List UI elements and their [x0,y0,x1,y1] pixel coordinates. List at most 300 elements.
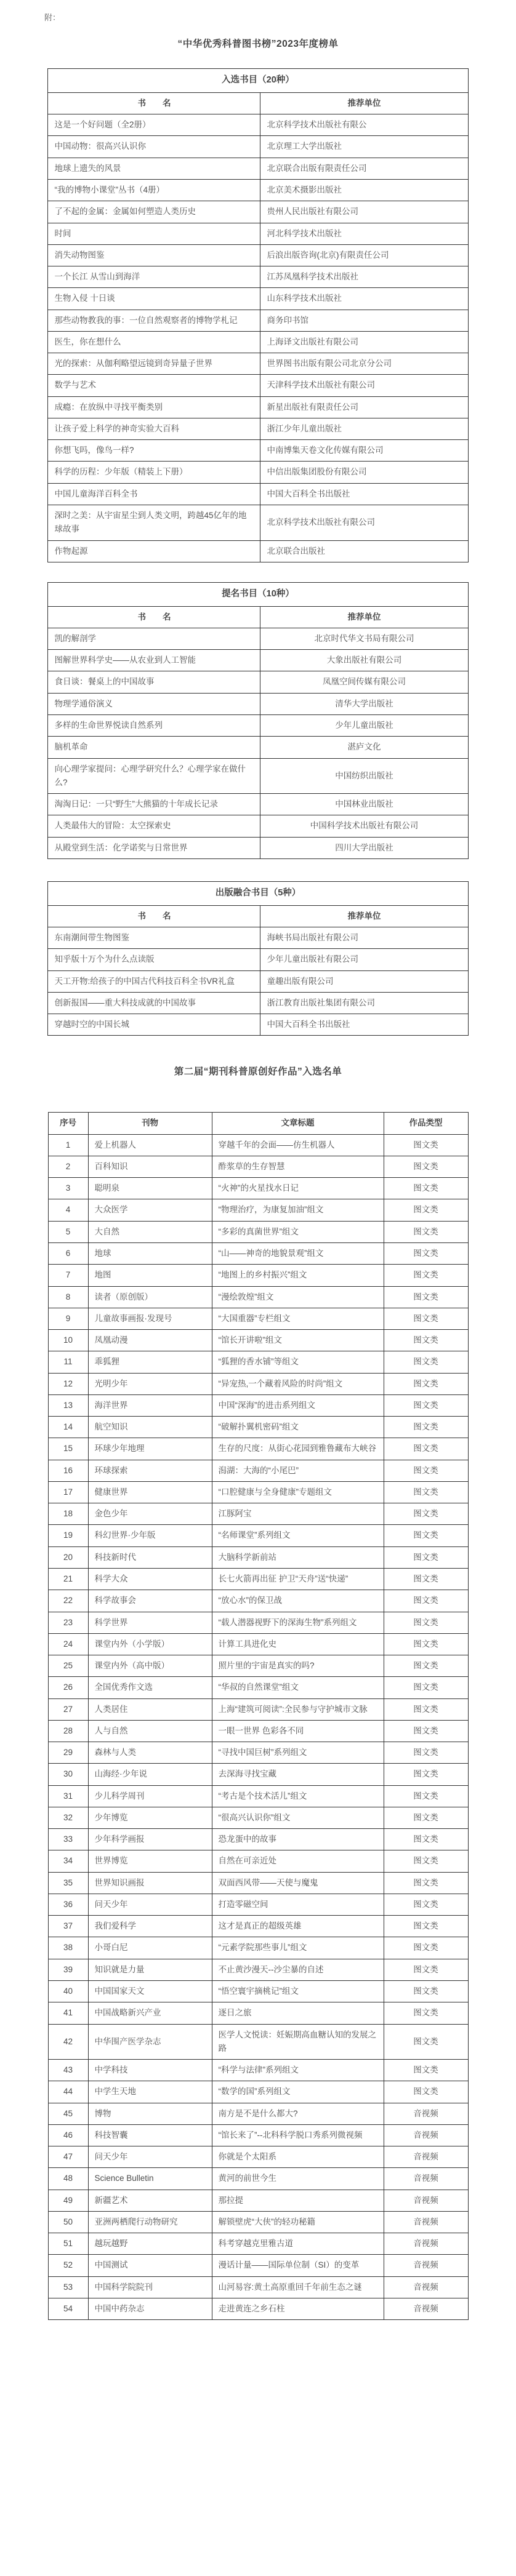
table-row [48,1373,468,1394]
journal-cell: 人类居住 [88,1698,212,1720]
journal-cell: 少年博览 [88,1807,212,1828]
article-title-cell: 江豚阿宝 [212,1503,384,1525]
column-header-row [48,606,468,628]
journal-cell: 科学大众 [88,1568,212,1590]
work-type-cell: 音视频 [384,2190,468,2211]
page-title: “中华优秀科普图书榜”2023年度榜单 [177,39,339,49]
work-type-cell: 图文类 [384,1394,468,1416]
section-title-journal-works: 第二届“期刊科普原创好作品”入选名单 [174,1066,342,1078]
article-title-cell: “漫绘敦煌”组文 [212,1286,384,1308]
book-name-cell: 从殿堂到生活：化学诺奖与日常世界 [48,837,260,858]
book-name-cell: 作物起源 [48,540,260,562]
publisher-cell: 新星出版社有限责任公司 [260,396,468,418]
article-title-cell: “悟空寰宇摘桃记”组文 [212,1981,384,2002]
table-row [48,1242,468,1264]
table-row [48,2060,468,2081]
journal-cell: 小哥白尼 [88,1937,212,1959]
book-name-cell: 了不起的金属：金属如何塑造人类历史 [48,201,260,223]
index-cell: 21 [48,1568,88,1590]
journal-cell: 科技智囊 [88,2124,212,2146]
table-row [48,179,468,201]
table-row [48,1872,468,1894]
journal-works-table [48,1112,469,2320]
journal-cell: 环球探索 [88,1460,212,1481]
journal-cell: 课堂内外（小学版） [88,1633,212,1655]
publisher-cell: 少年儿童出版社有限公司 [260,949,468,970]
table-row [48,223,468,244]
table-row [48,815,468,837]
fusion-books-table [47,881,468,1036]
journal-cell: 乖狐狸 [88,1351,212,1373]
index-cell: 36 [48,1894,88,1915]
index-cell: 7 [48,1265,88,1286]
index-cell: 30 [48,1764,88,1785]
table-row [48,1460,468,1481]
work-type-cell: 音视频 [384,2124,468,2146]
index-cell: 19 [48,1525,88,1546]
table-row [48,136,468,158]
table-row [48,1417,468,1438]
index-cell: 25 [48,1655,88,1677]
book-name-cell: 让孩子爱上科学的神奇实验大百科 [48,418,260,439]
article-title-cell: 大脑科学新前站 [212,1546,384,1568]
publisher-cell: 北京科学技术出版社有限公司 [260,505,468,540]
table-row [48,1525,468,1546]
work-type-cell: 图文类 [384,1525,468,1546]
table-title-row [48,881,468,905]
table-row [48,1742,468,1764]
table-row [48,375,468,396]
table-row [48,244,468,266]
table-row [48,2103,468,2124]
column-header-book-name: 书 名 [48,905,260,927]
table-row [48,949,468,970]
publisher-cell: 北京科学技术出版社有限公 [260,114,468,136]
article-title-cell: 去深海寻找宝藏 [212,1764,384,1785]
work-type-cell: 图文类 [384,1959,468,1980]
publisher-cell: 中国大百科全书出版社 [260,483,468,505]
work-type-cell: 图文类 [384,1503,468,1525]
work-type-cell: 图文类 [384,1156,468,1177]
article-title-cell: “放心水”的保卫战 [212,1590,384,1612]
table-row [48,2255,468,2276]
book-name-cell: 东南潮间带生物图鉴 [48,927,260,949]
work-type-cell: 音视频 [384,2233,468,2255]
table-row [48,1655,468,1677]
journal-cell: 地球 [88,1242,212,1264]
column-header-book-name: 书 名 [48,92,260,114]
journal-cell: 科幻世界·少年版 [88,1525,212,1546]
article-title-cell: 穿越千年的会面——仿生机器人 [212,1134,384,1156]
table-row [48,1568,468,1590]
index-cell: 33 [48,1829,88,1850]
work-type-cell: 图文类 [384,1481,468,1503]
table-row [48,693,468,714]
journal-cell: 中学生天地 [88,2081,212,2103]
article-title-cell: 科考穿越克里雅古道 [212,2233,384,2255]
book-name-cell: 物理学通俗演义 [48,693,260,714]
journal-cell: 光明少年 [88,1373,212,1394]
table-row [48,310,468,331]
work-type-cell: 图文类 [384,1308,468,1329]
table-row [48,288,468,310]
article-title-cell: “馆长来了”--北科科学脱口秀系列微视频 [212,2124,384,2146]
article-title-cell: “地图上的乡村振兴”组文 [212,1265,384,1286]
book-name-cell: 医生，你在想什么 [48,331,260,353]
table-row [48,331,468,353]
table-row [48,650,468,671]
table-row [48,114,468,136]
publisher-cell: 江苏凤凰科学技术出版社 [260,266,468,288]
book-name-cell: 穿越时空的中国长城 [48,1014,260,1036]
publisher-cell: 大象出版社有限公司 [260,650,468,671]
work-type-cell: 图文类 [384,1330,468,1351]
table-row [48,266,468,288]
table-row [48,1720,468,1742]
work-type-cell: 图文类 [384,2002,468,2024]
column-header-row [48,905,468,927]
index-cell: 14 [48,1417,88,1438]
work-type-cell: 图文类 [384,1633,468,1655]
book-name-cell: 多样的生命世界悦读自然系列 [48,715,260,737]
article-title-cell: 山河易容:黄土高原重回千年前生态之谜 [212,2276,384,2298]
work-type-cell: 图文类 [384,1764,468,1785]
book-name-cell: 中国动物：很高兴认识你 [48,136,260,158]
work-type-cell: 图文类 [384,1546,468,1568]
table-row [48,1351,468,1373]
article-title-cell: 逐日之旅 [212,2002,384,2024]
index-cell: 2 [48,1156,88,1177]
work-type-cell: 图文类 [384,2024,468,2060]
table-row [48,2298,468,2320]
index-cell: 44 [48,2081,88,2103]
article-title-cell: 那拉提 [212,2190,384,2211]
index-cell: 22 [48,1590,88,1612]
index-cell: 18 [48,1503,88,1525]
table-title: 出版融合书目（5种） [48,881,468,905]
book-name-cell: 生物入侵 十日谈 [48,288,260,310]
publisher-cell: 清华大学出版社 [260,693,468,714]
article-title-cell: “元素学院那些事儿”组文 [212,1937,384,1959]
journal-cell: 聪明泉 [88,1178,212,1199]
index-cell: 34 [48,1850,88,1872]
index-cell: 17 [48,1481,88,1503]
index-cell: 37 [48,1916,88,1937]
journal-cell: 全国优秀作文选 [88,1677,212,1698]
article-title-cell: 不止黄沙漫天--沙尘暴的自述 [212,1959,384,1980]
journal-cell: 人与自然 [88,1720,212,1742]
publisher-cell: 四川大学出版社 [260,837,468,858]
journal-cell: 凤凰动漫 [88,1330,212,1351]
table-row [48,353,468,375]
index-cell: 45 [48,2103,88,2124]
table-row [48,2276,468,2298]
index-cell: 12 [48,1373,88,1394]
work-type-cell: 图文类 [384,1265,468,1286]
index-cell: 27 [48,1698,88,1720]
work-type-cell: 图文类 [384,1351,468,1373]
table-row [48,158,468,179]
index-cell: 28 [48,1720,88,1742]
index-cell: 52 [48,2255,88,2276]
work-type-cell: 图文类 [384,1916,468,1937]
publisher-cell: 北京时代华文书局有限公司 [260,628,468,649]
publisher-cell: 湛庐文化 [260,737,468,758]
column-header-index: 序号 [48,1113,88,1134]
journal-cell: 金色少年 [88,1503,212,1525]
journal-cell: 大众医学 [88,1199,212,1221]
column-header-book-name: 书 名 [48,606,260,628]
table-row [48,201,468,223]
table-title-row [48,582,468,606]
table-row [48,1894,468,1915]
publisher-cell: 后浪出版咨询(北京)有限责任公司 [260,244,468,266]
book-name-cell: 地球上遗失的风景 [48,158,260,179]
publisher-cell: 上海译文出版社有限公司 [260,331,468,353]
publisher-cell: 少年儿童出版社 [260,715,468,737]
table-row [48,671,468,693]
table-row [48,1221,468,1242]
work-type-cell: 图文类 [384,1698,468,1720]
index-cell: 50 [48,2211,88,2233]
journal-cell: 新疆艺术 [88,2190,212,2211]
table-row [48,2211,468,2233]
book-name-cell: 消失动物图鉴 [48,244,260,266]
index-cell: 15 [48,1438,88,1460]
journal-cell: 儿童故事画报·发现号 [88,1308,212,1329]
publisher-cell: 山东科学技术出版社 [260,288,468,310]
journal-cell: 中国国家天文 [88,1981,212,2002]
index-cell: 24 [48,1633,88,1655]
table-row [48,1959,468,1980]
table-title: 入选书目（20种） [48,69,468,93]
work-type-cell: 图文类 [384,1199,468,1221]
index-cell: 49 [48,2190,88,2211]
index-cell: 38 [48,1937,88,1959]
book-name-cell: 这是一个好问题（全2册） [48,114,260,136]
article-title-cell: 你就是个太阳系 [212,2146,384,2168]
publisher-cell: 贵州人民出版社有限公司 [260,201,468,223]
book-name-cell: 凯的解剖学 [48,628,260,649]
book-name-cell: 科学的历程：少年版（精装上下册） [48,462,260,483]
journal-cell: 知识就是力量 [88,1959,212,1980]
index-cell: 47 [48,2146,88,2168]
article-title-cell: 双面西风带——天使与魔鬼 [212,1872,384,1894]
table-row [48,440,468,462]
journal-cell: 越玩越野 [88,2233,212,2255]
publisher-cell: 中国科学技术出版社有限公司 [260,815,468,837]
article-title-cell: “考古是个技术活儿”组文 [212,1785,384,1807]
article-title-cell: 恐龙蛋中的故事 [212,1829,384,1850]
table-row [48,927,468,949]
column-header-publisher: 推荐单位 [260,606,468,628]
table-row [48,1156,468,1177]
table-row [48,1829,468,1850]
index-cell: 10 [48,1330,88,1351]
table-row [48,2081,468,2103]
journal-cell: 读者（原创版） [88,1286,212,1308]
publisher-cell: 凤凰空间传媒有限公司 [260,671,468,693]
article-title-cell: 上海“建筑可阅读”:全民参与守护城市文脉 [212,1698,384,1720]
book-name-cell: “我的博物小课堂”丛书（4册） [48,179,260,201]
journal-cell: 少年科学画报 [88,1829,212,1850]
book-name-cell: 天工开物:给孩子的中国古代科技百科全书VR礼盒 [48,970,260,992]
book-name-cell: 光的探索：从伽利略望远镜到奇异量子世界 [48,353,260,375]
column-header-work-type: 作品类型 [384,1113,468,1134]
article-title-cell: 长七火箭再出征 护卫“天舟”送“快递” [212,1568,384,1590]
article-title-cell: 医学人文悦读：妊娠期高血糖认知的发展之路 [212,2024,384,2060]
article-title-cell: “物理治疗，为康复加油”组文 [212,1199,384,1221]
publisher-cell: 中信出版集团股份有限公司 [260,462,468,483]
index-cell: 53 [48,2276,88,2298]
work-type-cell: 图文类 [384,1850,468,1872]
table-row [48,2146,468,2168]
publisher-cell: 天津科学技术出版社有限公司 [260,375,468,396]
publisher-cell: 中国大百科全书出版社 [260,1014,468,1036]
work-type-cell: 音视频 [384,2168,468,2190]
publisher-cell: 商务印书馆 [260,310,468,331]
table-row [48,628,468,649]
publisher-cell: 北京美术摄影出版社 [260,179,468,201]
work-type-cell: 图文类 [384,1677,468,1698]
index-cell: 16 [48,1460,88,1481]
journal-cell: 爱上机器人 [88,1134,212,1156]
index-cell: 48 [48,2168,88,2190]
table-row [48,462,468,483]
book-name-cell: 创新报国——重大科技成就的中国故事 [48,992,260,1014]
nominated-books-table [47,582,468,859]
table-row [48,1764,468,1785]
table-row [48,715,468,737]
work-type-cell: 图文类 [384,2060,468,2081]
table-row [48,794,468,815]
book-name-cell: 图解世界科学史——从农业到人工智能 [48,650,260,671]
journal-cell: 世界博览 [88,1850,212,1872]
journal-cell: 问天少年 [88,1894,212,1915]
index-cell: 8 [48,1286,88,1308]
journal-cell: 大自然 [88,1221,212,1242]
article-title-cell: 走进黄连之乡石柱 [212,2298,384,2320]
work-type-cell: 图文类 [384,2081,468,2103]
article-title-cell: 南方是不是什么都大? [212,2103,384,2124]
journal-cell: 博物 [88,2103,212,2124]
work-type-cell: 图文类 [384,1590,468,1612]
table-row [48,483,468,505]
publisher-cell: 北京联合出版社 [260,540,468,562]
table-row [48,758,468,794]
table-row [48,2124,468,2146]
journal-cell: 健康世界 [88,1481,212,1503]
publisher-cell: 河北科学技术出版社 [260,223,468,244]
publisher-cell: 中南博集天卷文化传媒有限公司 [260,440,468,462]
table-row [48,1698,468,1720]
table-row [48,2168,468,2190]
index-cell: 35 [48,1872,88,1894]
table-row [48,396,468,418]
publisher-cell: 世界图书出版有限公司北京分公司 [260,353,468,375]
journal-cell: 问天少年 [88,2146,212,2168]
table-row [48,970,468,992]
table-row [48,2190,468,2211]
article-title-cell: 解锁壁虎“大侠”的轻功秘籍 [212,2211,384,2233]
work-type-cell: 图文类 [384,1655,468,1677]
table-row [48,1265,468,1286]
table-row [48,540,468,562]
table-row [48,1330,468,1351]
journal-cell: 中学科技 [88,2060,212,2081]
article-title-cell: 一眼一世界 色彩各不同 [212,1720,384,1742]
table-row [48,2233,468,2255]
index-cell: 54 [48,2298,88,2320]
article-title-cell: 中国“深海”的进击系列组文 [212,1394,384,1416]
publisher-cell: 浙江少年儿童出版社 [260,418,468,439]
journal-cell: 中国战略新兴产业 [88,2002,212,2024]
journal-cell: 环球少年地理 [88,1438,212,1460]
index-cell: 13 [48,1394,88,1416]
column-header-publisher: 推荐单位 [260,905,468,927]
table-row [48,1850,468,1872]
work-type-cell: 音视频 [384,2103,468,2124]
journal-cell: 科技新时代 [88,1546,212,1568]
book-name-cell: 中国儿童海洋百科全书 [48,483,260,505]
work-type-cell: 音视频 [384,2298,468,2320]
index-cell: 23 [48,1612,88,1633]
article-title-cell: “大国重器”专栏组文 [212,1308,384,1329]
index-cell: 31 [48,1785,88,1807]
journal-cell: 科学故事会 [88,1590,212,1612]
index-cell: 6 [48,1242,88,1264]
table-title-row [48,69,468,93]
work-type-cell: 音视频 [384,2146,468,2168]
work-type-cell: 图文类 [384,1785,468,1807]
article-title-cell: “异宠热,一个藏着风险的时尚”组文 [212,1373,384,1394]
table-row [48,505,468,540]
book-name-cell: 淘淘日记：一只“野生”大熊猫的十年成长记录 [48,794,260,815]
article-title-cell: 漫话计量——国际单位制（SI）的变革 [212,2255,384,2276]
article-title-cell: “多彩的真菌世界”组文 [212,1221,384,1242]
column-header-publisher: 推荐单位 [260,92,468,114]
table-row [48,1546,468,1568]
work-type-cell: 图文类 [384,1373,468,1394]
publisher-cell: 北京理工大学出版社 [260,136,468,158]
index-cell: 32 [48,1807,88,1828]
publisher-cell: 中国纺织出版社 [260,758,468,794]
book-name-cell: 时间 [48,223,260,244]
table-row [48,1014,468,1036]
journal-cell: 百科知识 [88,1156,212,1177]
journal-cell: Science Bulletin [88,2168,212,2190]
index-cell: 39 [48,1959,88,1980]
article-title-cell: 酢浆草的生存智慧 [212,1156,384,1177]
work-type-cell: 音视频 [384,2276,468,2298]
index-cell: 43 [48,2060,88,2081]
table-row [48,1481,468,1503]
article-title-cell: “很高兴认识你”组文 [212,1807,384,1828]
index-cell: 41 [48,2002,88,2024]
index-cell: 5 [48,1221,88,1242]
table-row [48,1981,468,2002]
table-row [48,1134,468,1156]
article-title-cell: 生存的尺度：从街心花园到雅鲁藏布大峡谷 [212,1438,384,1460]
index-cell: 20 [48,1546,88,1568]
publisher-cell: 中国林业出版社 [260,794,468,815]
column-header-row [48,1113,468,1134]
publisher-cell: 北京联合出版有限责任公司 [260,158,468,179]
index-cell: 42 [48,2024,88,2060]
article-title-cell: 自然在可亲近处 [212,1850,384,1872]
work-type-cell: 图文类 [384,1872,468,1894]
work-type-cell: 图文类 [384,1612,468,1633]
